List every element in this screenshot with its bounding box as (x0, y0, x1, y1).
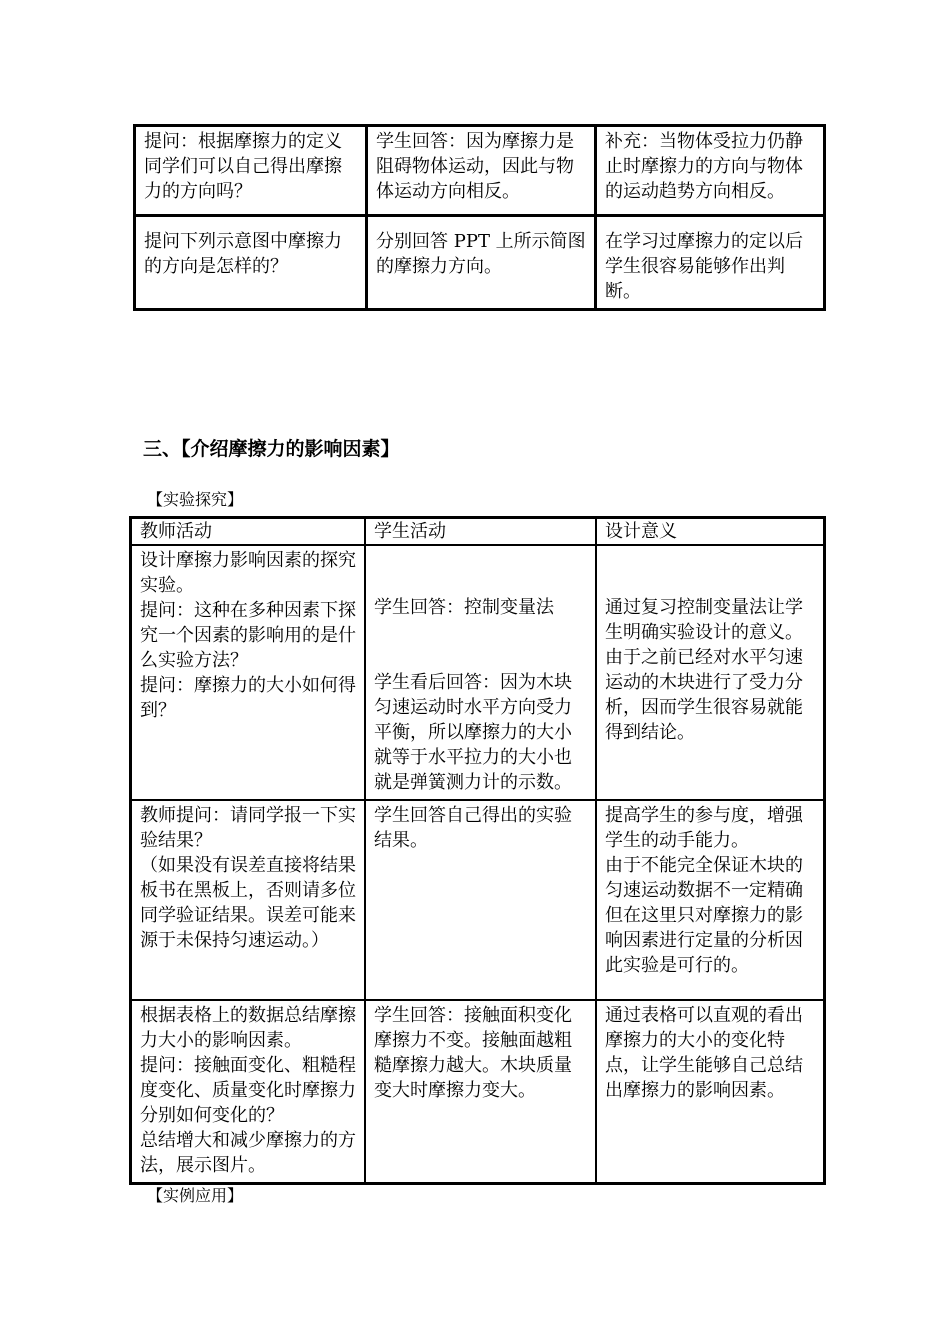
table-cell (131, 800, 366, 1000)
section-heading: 三、【介绍摩擦力的影响因素】 (143, 438, 400, 460)
experiment-label: 【实验探究】 (147, 490, 244, 509)
table-cell: 提问下列示意图中摩擦力的方向是怎样的？ (135, 216, 367, 310)
cell-text: 提问：摩擦力的大小如何得到？ (140, 675, 356, 721)
cell-text: 学生回答：接触面积变化摩擦力不变。接触面越粗糙摩擦力越大。木块质量变大时摩擦力变大。 (374, 1005, 572, 1101)
table-row (131, 545, 825, 800)
cell-text: 学生回答自己得出的实验结果。 (374, 805, 572, 851)
cell-text: 提问：这种在多种因素下探究一个因素的影响用的是什么实验方法？ (140, 600, 356, 671)
cell-text: 根据表格上的数据总结摩擦力大小的影响因素。 (140, 1005, 356, 1051)
table-cell: 分别回答 PPT 上所示简图的摩擦力方向。 (367, 216, 596, 310)
table-cell (596, 1000, 825, 1184)
table-cell (596, 545, 825, 800)
table-cell (365, 800, 596, 1000)
column-header: 教师活动 (131, 518, 366, 546)
cell-text: 教师提问：请同学报一下实验结果？ (140, 805, 356, 851)
cell-text: 学生回答：控制变量法 (374, 597, 554, 618)
cell-text: 学生看后回答：因为木块匀速运动时水平方向受力平衡，所以摩擦力的大小就等于水平拉力的大小也就是弹簧测力计的示数。 (374, 672, 572, 793)
cell-text: 通过复习控制变量法让学生明确实验设计的意义。 (605, 597, 803, 643)
cell-text: 通过表格可以直观的看出摩擦力的大小的变化特点，让学生能够自己总结出摩擦力的影响因素。 (605, 1005, 803, 1101)
table-row (135, 126, 825, 216)
table-cell: 提问：根据摩擦力的定义同学们可以自己得出摩擦力的方向吗？ (135, 126, 367, 216)
table-cell (596, 800, 825, 1000)
column-header: 学生活动 (365, 518, 596, 546)
cell-text: 由于之前已经对水平匀速运动的木块进行了受力分析，因而学生很容易就能得到结论。 (605, 647, 803, 743)
table-cell (365, 1000, 596, 1184)
top-table (133, 124, 826, 311)
cell-text: 由于不能完全保证木块的匀速运动数据不一定精确但在这里只对摩擦力的影响因素进行定量的分析因此实验是可行的。 (605, 855, 803, 976)
table-row (131, 1000, 825, 1184)
table-cell (131, 545, 366, 800)
cell-text: 提问：接触面变化、粗糙程度变化、质量变化时摩擦力分别如何变化的？ (140, 1055, 356, 1126)
table-row (131, 800, 825, 1000)
cell-text: 设计摩擦力影响因素的探究实验。 (140, 550, 356, 596)
cell-text: （如果没有误差直接将结果板书在黑板上，否则请多位同学验证结果。误差可能来源于未保持匀速运动。） (140, 855, 356, 951)
cell-text: 总结增大和减少摩擦力的方法，展示图片。 (140, 1130, 356, 1176)
table-row (135, 216, 825, 310)
main-table (129, 516, 826, 1185)
cell-text: 提高学生的参与度，增强学生的动手能力。 (605, 805, 803, 851)
table-cell (131, 1000, 366, 1184)
table-cell: 补充：当物体受拉力仍静止时摩擦力的方向与物体的运动趋势方向相反。 (596, 126, 825, 216)
column-header: 设计意义 (596, 518, 825, 546)
table-cell: 在学习过摩擦力的定以后学生很容易能够作出判断。 (596, 216, 825, 310)
table-cell (365, 545, 596, 800)
table-header-row (131, 518, 825, 546)
application-label: 【实例应用】 (147, 1186, 244, 1205)
table-cell: 学生回答：因为摩擦力是阻碍物体运动，因此与物体运动方向相反。 (367, 126, 596, 216)
